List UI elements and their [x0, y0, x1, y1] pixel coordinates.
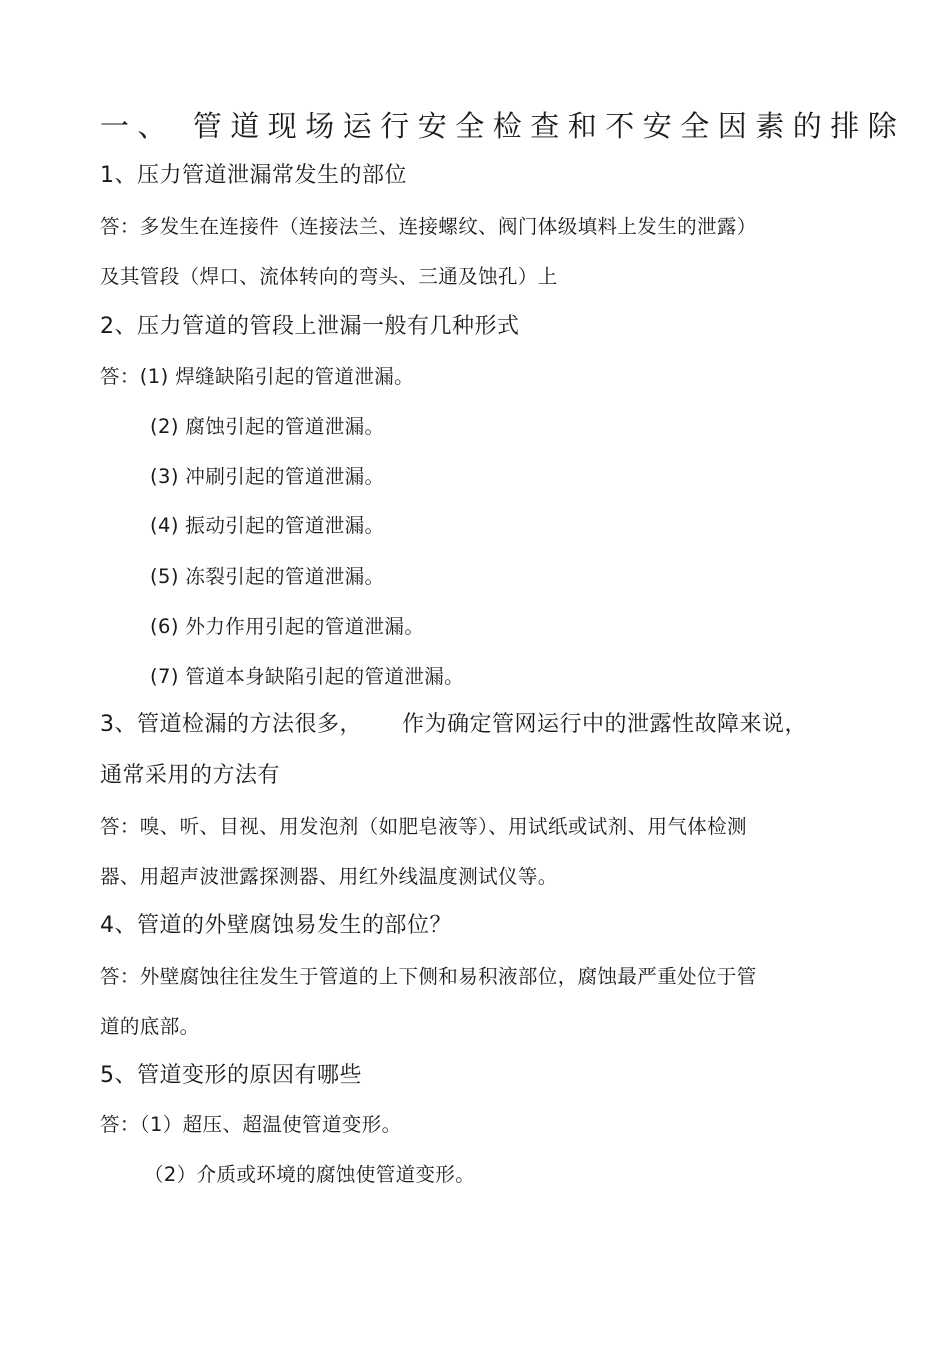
- answer-2-item-7: (7) 管道本身缺陷引起的管道泄漏。: [150, 665, 465, 688]
- answer-5-item-1: 答：（1）超压、超温使管道变形。: [100, 1113, 402, 1136]
- question-3-line-1: [100, 714, 807, 736]
- question-2: 2、压力管道的管段上泄漏一般有几种形式: [100, 314, 520, 339]
- question-3-part-2: 作为确定管网运行中的泄露性故障来说，: [402, 712, 808, 737]
- answer-2-item-4: (4) 振动引起的管道泄漏。: [150, 514, 385, 537]
- answer-3-line-1: 答：嗅、听、目视、用发泡剂（如肥皂液等）、用试纸或试剂、用气体检测: [100, 815, 747, 838]
- answer-3-line-2: 器、用超声波泄露探测器、用红外线温度测试仪等。: [100, 865, 558, 888]
- answer-5-item-2: （2）介质或环境的腐蚀使管道变形。: [144, 1163, 476, 1186]
- answer-1-line-2: 及其管段（焊口、流体转向的弯头、三通及蚀孔）上: [100, 265, 558, 288]
- answer-2-item-5: (5) 冻裂引起的管道泄漏。: [150, 565, 385, 588]
- question-5: 5、管道变形的原因有哪些: [100, 1063, 362, 1088]
- question-4: 4、管道的外壁腐蚀易发生的部位？: [100, 913, 452, 938]
- question-1: 1、压力管道泄漏常发生的部位: [100, 163, 407, 188]
- answer-4-line-2: 道的底部。: [100, 1015, 200, 1038]
- answer-2-item-3: (3) 冲刷引起的管道泄漏。: [150, 465, 385, 488]
- question-3-part-1: 3、管道检漏的方法很多，: [100, 712, 362, 737]
- answer-2-item-1: 答：(1) 焊缝缺陷引起的管道泄漏。: [100, 365, 415, 388]
- question-3-line-2: 通常采用的方法有: [100, 763, 281, 788]
- answer-2-item-2: (2) 腐蚀引起的管道泄漏。: [150, 415, 385, 438]
- answer-4-line-1: 答：外壁腐蚀往往发生于管道的上下侧和易积液部位，腐蚀最严重处位于管: [100, 965, 757, 988]
- answer-2-item-6: (6) 外力作用引起的管道泄漏。: [150, 615, 425, 638]
- answer-1-line-1: 答：多发生在连接件（连接法兰、连接螺纹、阀门体级填料上发生的泄露）: [100, 215, 757, 238]
- section-title: 一、 管道现场运行安全检查和不安全因素的排除: [100, 109, 906, 143]
